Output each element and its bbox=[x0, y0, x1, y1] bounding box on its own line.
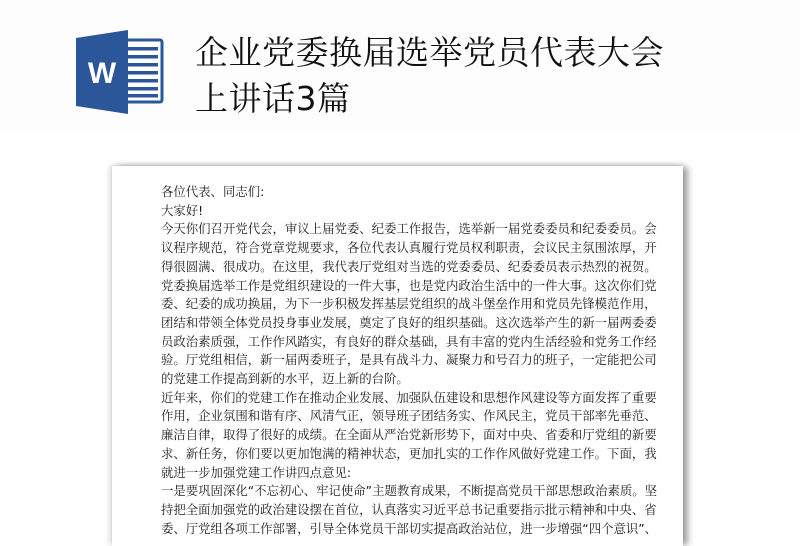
doc-line: 持把全面加强党的政治建设摆在首位，认真落实习近平总书记重要指示批示精神和中央、省 bbox=[161, 501, 657, 517]
doc-line: 党委换届选举工作是党组织建设的一件大事，也是党内政治生活中的一件大事。这次你们党 bbox=[161, 277, 657, 293]
doc-line: 的党建工作提高到新的水平，迈上新的台阶。 bbox=[161, 371, 409, 387]
doc-line: 得很圆满、很成功。在这里，我代表厅党组对当选的党委委员、纪委委员表示热烈的祝贺。 bbox=[161, 258, 657, 274]
doc-line: 近年来，你们的党建工作在推动企业发展、加强队伍建设和思想作风建设等方面发挥了重要 bbox=[161, 389, 657, 405]
doc-line: 一是要巩固深化“不忘初心、牢记使命”主题教育成果，不断提高党员干部思想政治素质。坚 bbox=[161, 483, 658, 499]
doc-line: 议程序规范，符合党章党规要求，各位代表认真履行党员权利职责，会议民主氛围浓厚，开 bbox=[161, 240, 657, 256]
doc-line: 就进一步加强党建工作讲四点意见: bbox=[161, 464, 352, 480]
doc-line: 作用，企业氛围和谐有序、风清气正，领导班子团结务实、作风民主，党员干部率先垂范、 bbox=[161, 408, 657, 424]
page-title bbox=[195, 30, 775, 122]
doc-line: 委、纪委的成功换届，为下一步积极发挥基层党组织的战斗堡垒作用和党员先锋模范作用， bbox=[161, 296, 657, 312]
word-document-icon bbox=[76, 30, 166, 114]
doc-line: 验。厅党组相信，新一届两委班子，是具有战斗力、凝聚力和号召力的班子，一定能把公司 bbox=[161, 352, 657, 368]
doc-line: 大家好! bbox=[161, 202, 204, 218]
doc-line: 求、新任务，你们要以更加饱满的精神状态，更加扎实的工作作风做好党建工作。下面，我 bbox=[161, 445, 657, 461]
document-page bbox=[112, 166, 683, 546]
doc-line: 廉洁自律，取得了很好的成绩。在全面从严治党新形势下，面对中央、省委和厅党组的新要 bbox=[161, 427, 657, 443]
svg-text:W: W bbox=[87, 57, 117, 90]
document-body bbox=[161, 183, 673, 538]
doc-line: 今天你们召开党代会，审议上届党委、纪委工作报告，选举新一届党委委员和纪委委员。会 bbox=[161, 221, 657, 237]
title-line-2: 上讲话3篇 bbox=[195, 79, 351, 118]
header-banner bbox=[0, 0, 800, 130]
doc-line: 员政治素质强，工作作风踏实，有良好的群众基础，具有丰富的党内生活经验和党务工作经 bbox=[161, 333, 657, 349]
doc-line: 团结和带领全体党员投身事业发展，奠定了良好的组织基础。这次选举产生的新一届两委委 bbox=[161, 314, 657, 330]
doc-line: 各位代表、同志们: bbox=[161, 184, 265, 199]
doc-line: 委、厅党组各项工作部署，引导全体党员干部切实提高政治站位，进一步增强“四个意识”、 bbox=[161, 520, 658, 536]
title-line-1: 企业党委换届选举党员代表大会 bbox=[195, 33, 664, 72]
